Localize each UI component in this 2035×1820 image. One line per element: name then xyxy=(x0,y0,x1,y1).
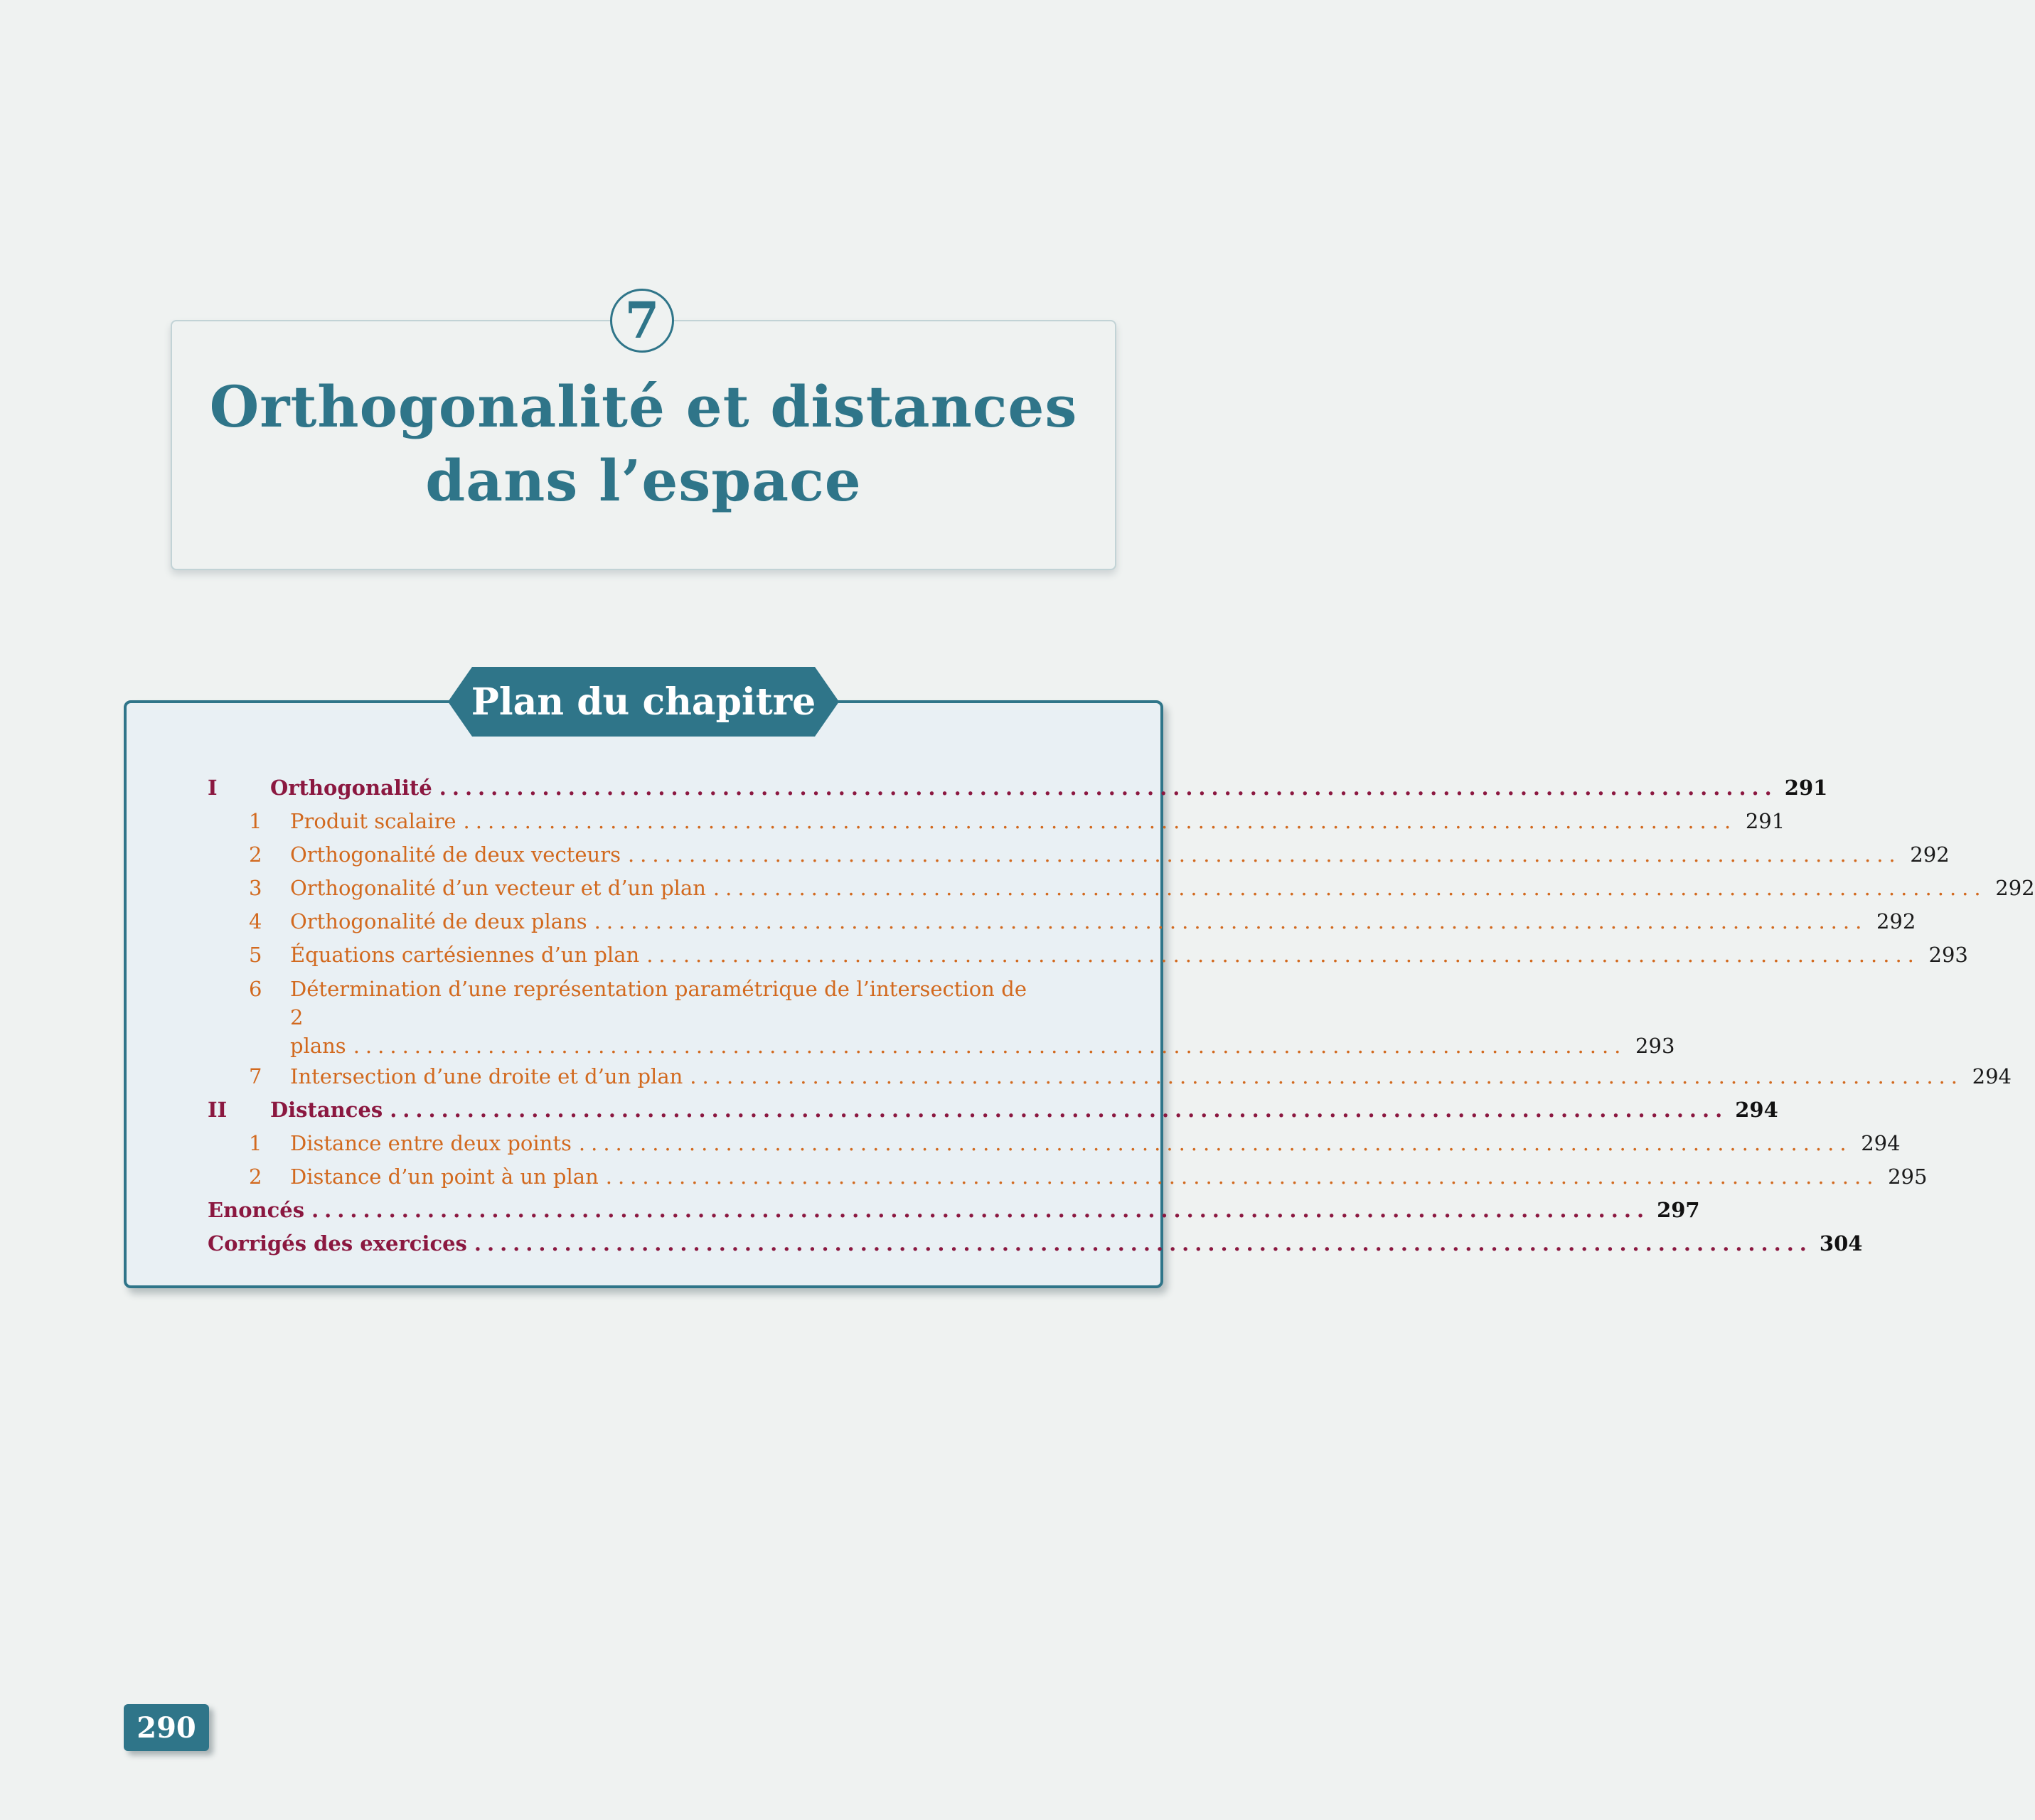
toc-entry-label: Enoncés xyxy=(208,1198,305,1222)
toc-entry-page: 294 xyxy=(1972,1064,2012,1088)
toc-entry-label: Équations cartésiennes d’un plan xyxy=(290,943,640,967)
toc-entry-label-continued: plans xyxy=(290,1034,346,1058)
toc-entry-page: 295 xyxy=(1888,1165,1928,1189)
toc-entry-page: 293 xyxy=(1928,943,1968,967)
toc-entry-label: Corrigés des exercices xyxy=(208,1231,467,1256)
toc-entry-label: Intersection d’une droite et d’un plan xyxy=(290,1064,683,1088)
toc-entry-section[interactable] xyxy=(208,1093,1778,1127)
toc-dot-leader: ........................................................................................................ xyxy=(463,809,1737,833)
toc-entry-label: Produit scalaire xyxy=(290,809,456,833)
toc-entry-number: 5 xyxy=(249,943,262,967)
toc-entry-page: 294 xyxy=(1735,1098,1778,1122)
toc-entry-label: Orthogonalité d’un vecteur et d’un plan xyxy=(290,876,706,900)
toc-entry-number: 2 xyxy=(249,842,262,867)
toc-dot-leader: ........................................................................................................ xyxy=(712,876,1987,900)
toc-entry-page: 293 xyxy=(1635,1034,1675,1058)
toc-entry-section[interactable] xyxy=(208,771,1828,805)
toc-entry-subsection[interactable] xyxy=(208,805,1785,838)
toc-entry-label: Distances xyxy=(270,1098,383,1122)
toc-entry-page: 304 xyxy=(1819,1231,1863,1256)
toc-entry-number: I xyxy=(208,776,218,800)
toc-entry-page: 292 xyxy=(1995,876,2035,900)
toc-entry-page: 291 xyxy=(1784,776,1828,800)
toc-entry-subsection[interactable] xyxy=(208,1127,1901,1160)
toc-dot-leader: ........................................................................................................ xyxy=(594,909,1868,933)
toc-entry-number: 1 xyxy=(249,1131,262,1155)
toc-entry-subsection[interactable] xyxy=(208,872,2035,905)
toc-entry-exercises[interactable] xyxy=(208,1194,1700,1227)
plan-heading: Plan du chapitre xyxy=(471,680,816,724)
chapter-title-line-1: Orthogonalité et distances xyxy=(209,373,1078,440)
toc-entry-page: 292 xyxy=(1910,842,1950,867)
toc-entry-subsection[interactable] xyxy=(208,1160,1928,1194)
toc-entry-page: 292 xyxy=(1876,909,1916,933)
toc-dot-leader: ........................................................................................................ xyxy=(390,1098,1729,1122)
toc-entry-first-line xyxy=(208,975,1081,1032)
toc-dot-leader: ........................................................................................................ xyxy=(578,1131,1852,1155)
toc-entry-page: 294 xyxy=(1861,1131,1901,1155)
toc-entry-solutions[interactable] xyxy=(208,1227,1863,1260)
toc-entry-number: 2 xyxy=(249,1165,262,1189)
page-number-badge: 290 xyxy=(124,1704,209,1751)
toc-entry-subsection-wrapped[interactable] xyxy=(208,975,1675,1060)
toc-entry-subsection[interactable] xyxy=(208,1060,2012,1093)
table-of-contents xyxy=(208,771,2035,1260)
toc-entry-number: 7 xyxy=(249,1064,262,1088)
toc-dot-leader: ........................................................................................................ xyxy=(690,1064,1963,1088)
toc-dot-leader: ........................................................................................................ xyxy=(439,776,1778,800)
toc-entry-number: 3 xyxy=(249,876,262,900)
toc-entry-number: 1 xyxy=(249,809,262,833)
toc-entry-subsection[interactable] xyxy=(208,838,1950,872)
chapter-plan-tab xyxy=(448,667,839,737)
toc-entry-label: Orthogonalité de deux vecteurs xyxy=(290,842,621,867)
chapter-number-badge: 7 xyxy=(610,289,674,353)
toc-dot-leader: ........................................................................................................ xyxy=(627,842,1901,867)
toc-entry-label: Distance entre deux points xyxy=(290,1131,572,1155)
toc-dot-leader: ........................................................................................................ xyxy=(646,943,1920,967)
toc-entry-number: 6 xyxy=(249,977,262,1001)
toc-dot-leader: ........................................................................................................ xyxy=(474,1231,1812,1256)
toc-entry-label: Détermination d’une représentation paramétrique de l’intersection de 2 xyxy=(290,977,1027,1029)
chapter-title xyxy=(171,370,1116,518)
toc-entry-number: II xyxy=(208,1098,228,1122)
toc-dot-leader: ........................................................................................................ xyxy=(311,1198,1650,1222)
toc-entry-label: Distance d’un point à un plan xyxy=(290,1165,599,1189)
chapter-title-line-2: dans l’espace xyxy=(425,447,862,514)
toc-entry-number: 4 xyxy=(249,909,262,933)
toc-entry-subsection[interactable] xyxy=(208,905,1916,938)
toc-dot-leader: ........................................................................................................ xyxy=(605,1165,1879,1189)
toc-entry-page: 291 xyxy=(1745,809,1785,833)
toc-entry-subsection[interactable] xyxy=(208,938,1968,972)
toc-entry-label: Orthogonalité de deux plans xyxy=(290,909,587,933)
toc-entry-page: 297 xyxy=(1657,1198,1700,1222)
toc-entry-second-line xyxy=(208,1032,1675,1060)
toc-dot-leader: ........................................................................................................ xyxy=(353,1034,1627,1058)
toc-entry-label: Orthogonalité xyxy=(270,776,432,800)
